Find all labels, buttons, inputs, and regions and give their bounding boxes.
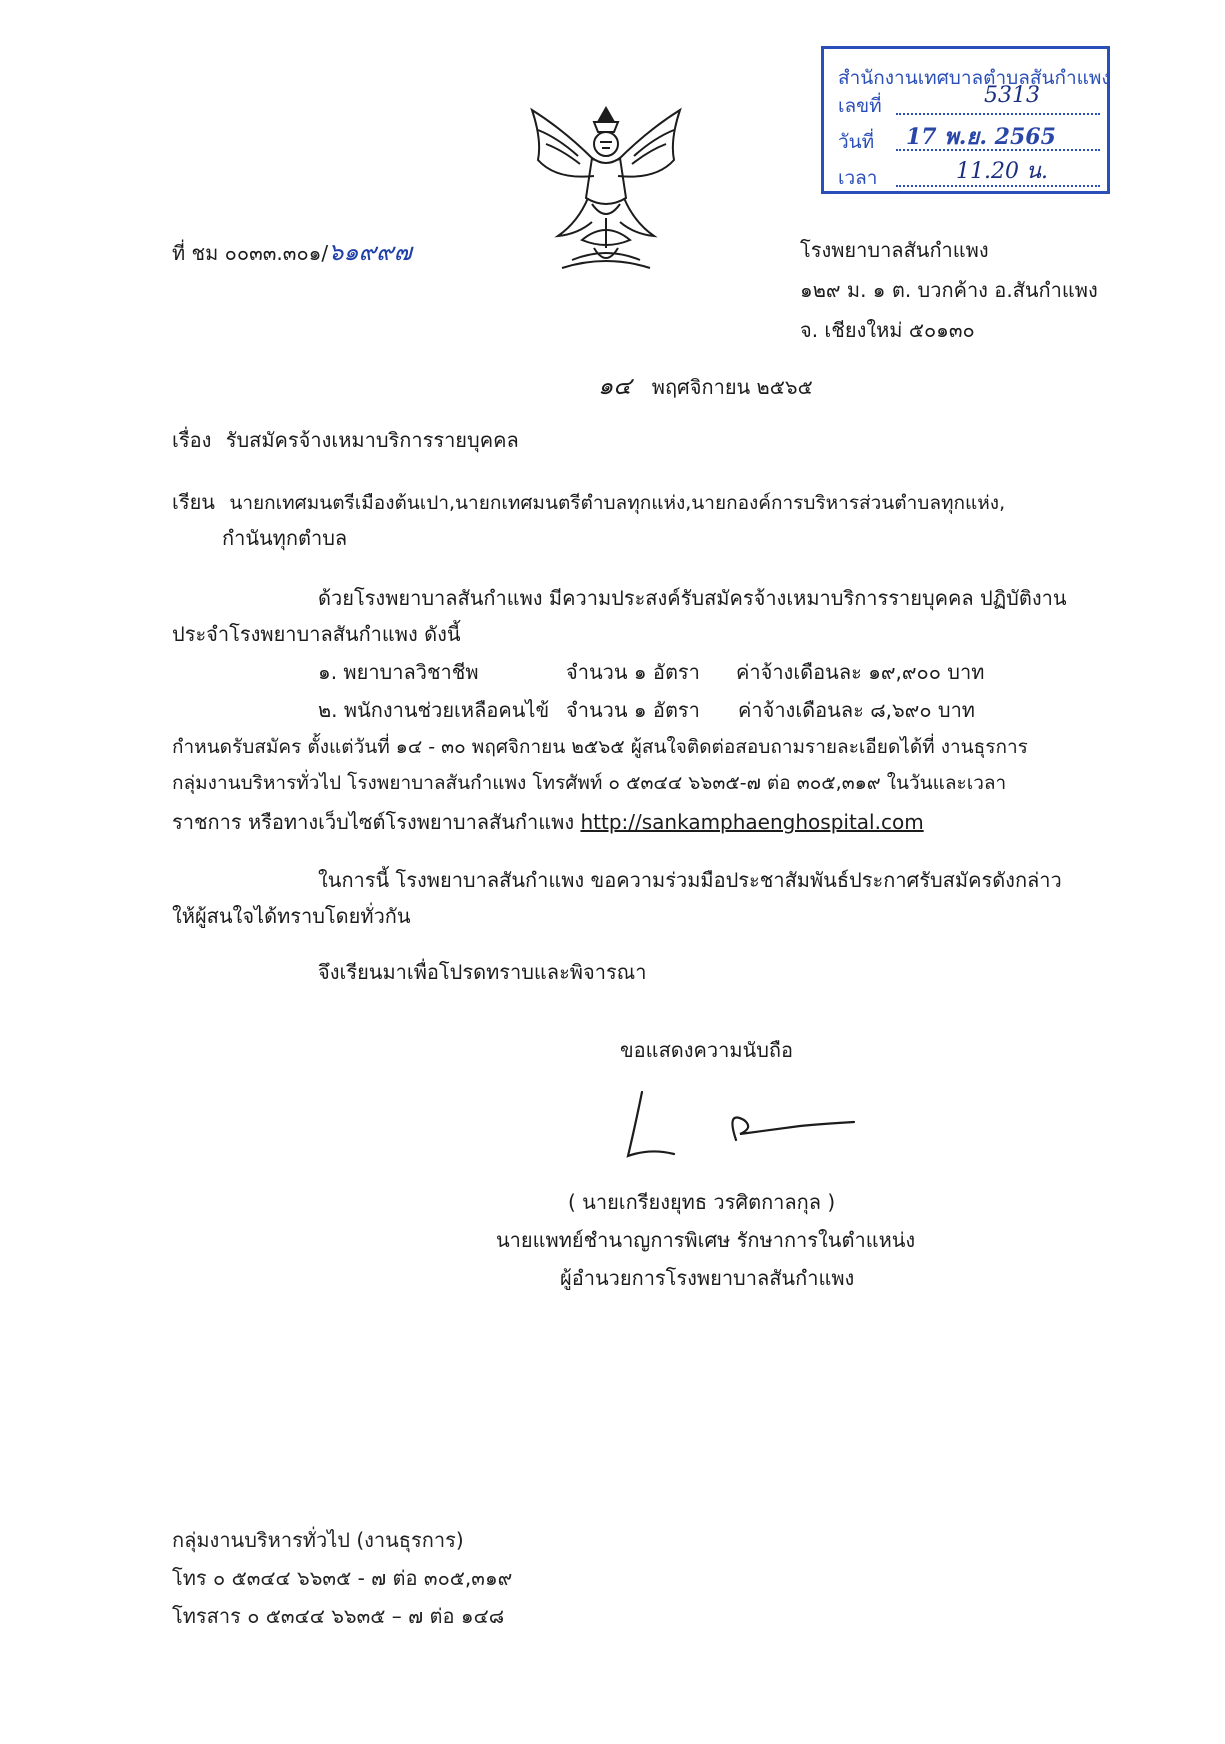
signer-title-2: ผู้อำนวยการโรงพยาบาลสันกำแพง [560,1266,855,1290]
position-2-count: จำนวน ๑ อัตรา [566,698,700,722]
para2-line-3: ราชการ หรือทางเว็บไซต์โรงพยาบาลสันกำแพง http://sankamphaenghospital.com [172,810,924,834]
subject-text: รับสมัครจ้างเหมาบริการรายบุคคล [225,428,519,452]
reference-number: ที่ ชม ๐๐๓๓.๓๐๑/๖๑๙๙๗ [172,238,412,266]
org-name: โรงพยาบาลสันกำแพง [800,238,989,262]
signer-title-1: นายแพทย์ชำนาญการพิเศษ รักษาการในตำแหน่ง [496,1228,916,1252]
para4: จึงเรียนมาเพื่อโปรดทราบและพิจารณา [318,960,647,984]
stamp-date-label: วันที่ [838,131,875,153]
position-2-title: ๒. พนักงานช่วยเหลือคนไข้ [318,698,550,722]
position-1-count: จำนวน ๑ อัตรา [566,660,700,684]
position-1-salary: ค่าจ้างเดือนละ ๑๙,๙๐๐ บาท [736,660,985,684]
signature-icon [600,1082,860,1172]
position-1-title: ๑. พยาบาลวิชาชีพ [318,660,479,684]
stamp-number-value: 5313 [984,83,1040,108]
subject-line [172,424,519,456]
para3-line-2: ให้ผู้สนใจได้ทราบโดยทั่วกัน [172,904,411,928]
stamp-time-value: 11.20 น. [956,159,1049,184]
para3-line-1: ในการนี้ โรงพยาบาลสันกำแพง ขอความร่วมมือประชาสัมพันธ์ประกาศรับสมัครดังกล่าว [318,868,1062,892]
garuda-emblem-icon [522,100,690,275]
website-link[interactable]: http://sankamphaenghospital.com [580,810,924,834]
signer-name: ( นายเกรียงยุทธ วรศิตกาลกุล ) [568,1190,836,1214]
org-address-line-1: ๑๒๙ ม. ๑ ต. บวกค้าง อ.สันกำแพง [800,278,1098,302]
stamp-office: สำนักงานเทศบาลตำบลสันกำแพง [838,67,1111,89]
recipient-text-1: นายกเทศมนตรีเมืองต้นเปา,นายกเทศมนตรีตำบลทุกแห่ง,นายกองค์การบริหารส่วนตำบลทุกแห่ง, [229,492,1006,514]
stamp-date-value: 17 พ.ย. 2565 [906,124,1056,150]
para1-line-1: ด้วยโรงพยาบาลสันกำแพง มีความประสงค์รับสมัครจ้างเหมาบริการรายบุคคล ปฏิบัติงาน [318,586,1067,610]
date-day: ๑๔ [598,372,632,400]
closing-regards: ขอแสดงความนับถือ [620,1038,794,1062]
recipient-line-1 [172,486,1005,518]
position-2-salary: ค่าจ้างเดือนละ ๘,๖๙๐ บาท [738,698,975,722]
footer-department: กลุ่มงานบริหารทั่วไป (งานธุรการ) [172,1528,464,1552]
footer-phone: โทร ๐ ๕๓๔๔ ๖๖๓๕ - ๗ ต่อ ๓๐๕,๓๑๙ [172,1566,513,1590]
letter-date [598,366,813,405]
org-address-line-2: จ. เชียงใหม่ ๕๐๑๓๐ [800,318,975,342]
footer-fax: โทรสาร ๐ ๕๓๔๔ ๖๖๓๕ – ๗ ต่อ ๑๔๘ [172,1604,505,1628]
stamp-number-label: เลขที่ [838,95,882,117]
receipt-stamp [821,46,1110,194]
recipient-label: เรียน [172,490,215,514]
para2-line-1: กำหนดรับสมัคร ตั้งแต่วันที่ ๑๔ - ๓๐ พฤศจิกายน ๒๕๖๕ ผู้สนใจติดต่อสอบถามรายละเอียดได้ที่ งานธุรการ [172,736,1028,758]
subject-label: เรื่อง [172,428,212,452]
recipient-text-2: กำนันทุกตำบล [222,526,348,550]
para1-line-2: ประจำโรงพยาบาลสันกำแพง ดังนี้ [172,622,461,646]
para2-line-2: กลุ่มงานบริหารทั่วไป โรงพยาบาลสันกำแพง โทรศัพท์ ๐ ๕๓๔๔ ๖๖๓๕-๗ ต่อ ๓๐๕,๓๑๙ ในวันและเวลา [172,772,1007,794]
stamp-number-row [838,91,1100,121]
stamp-time-label: เวลา [838,167,878,189]
reference-handwritten: ๖๑๙๙๗ [328,238,412,266]
date-month-year: พฤศจิกายน ๒๕๖๕ [651,375,813,399]
